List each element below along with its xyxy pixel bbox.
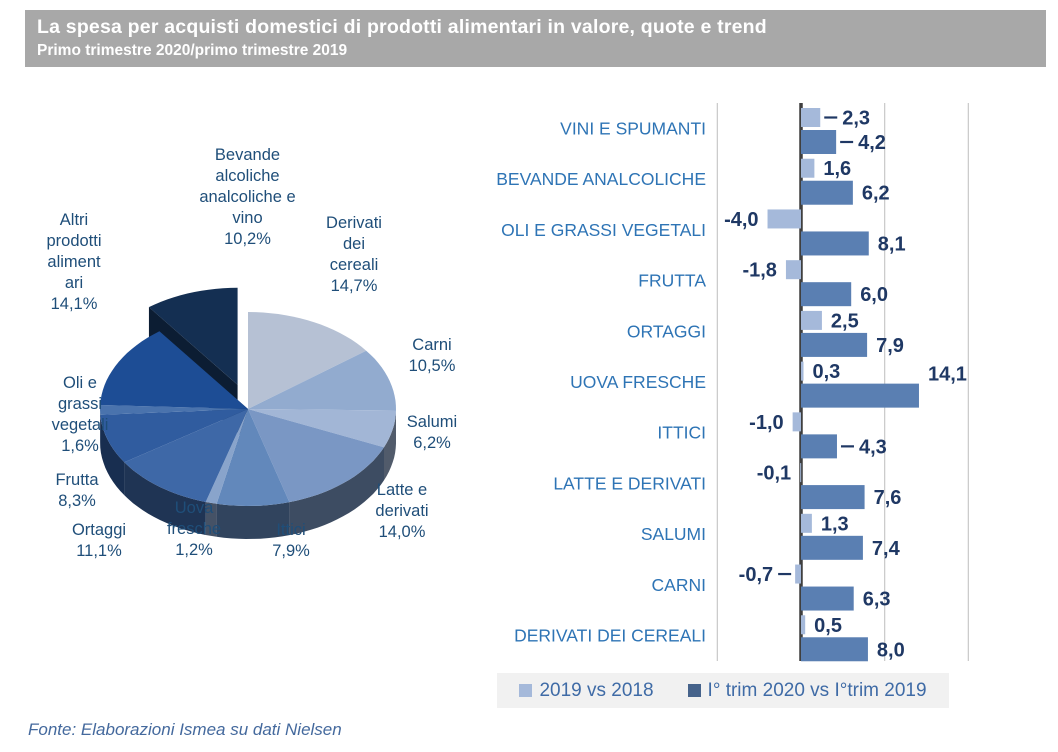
value-label-light-vini-e-spumanti: 2,3 [842,107,871,130]
value-label-dark-ittici: 4,3 [858,436,887,459]
category-label-latte-e-derivati: LATTE E DERIVATI [553,473,706,494]
bar-light-frutta [786,260,801,279]
category-label-ortaggi: ORTAGGI [626,321,706,342]
bar-chart [490,95,1058,685]
bar-light-uova-fresche [801,362,804,381]
bar-dark-derivati-dei-cereali [801,637,868,661]
value-label-dark-frutta: 6,0 [860,284,889,307]
pie-label-ittici: Ittici 7,9% [272,521,310,560]
pie-label-ortaggi: Ortaggi 11,1% [71,521,127,560]
category-label-ittici: ITTICI [657,422,706,443]
category-label-derivati-dei-cereali: DERIVATI DEI CEREALI [514,625,706,646]
pie-label-latte-e-derivati: Latte e derivati 14,0% [375,481,429,541]
legend-label-trim-2020-vs-2019: I° trim 2020 vs I°trim 2019 [707,679,927,701]
bar-light-latte-e-derivati [800,463,801,482]
bar-light-salumi [801,514,812,533]
bar-dark-salumi [801,536,863,560]
value-label-light-frutta: -1,8 [742,259,777,282]
page-title: La spesa per acquisti domestici di prodotti alimentari in valore, quote e trend [37,16,767,38]
bar-light-bevande-analcoliche [801,159,814,178]
bar-light-carni [795,565,801,584]
bar-dark-ortaggi [801,333,867,357]
value-label-light-ortaggi: 2,5 [830,310,859,333]
pie-label-uova-fresche: Uova fresche 1,2% [166,499,222,559]
value-label-dark-bevande-analcoliche: 6,2 [861,182,890,205]
value-label-dark-uova-fresche: 14,1 [927,363,967,386]
pie-label-derivati-dei-cereali: Derivati dei cereali 14,7% [326,214,382,295]
source-note: Fonte: Elaborazioni Ismea su dati Nielsen [28,720,342,739]
value-label-dark-salumi: 7,4 [871,537,900,560]
pie-label-bevande-alcoliche-analcoliche-e-vino: Bevande alcoliche analcoliche e vino 10,2% [199,146,296,248]
value-label-dark-ortaggi: 7,9 [876,334,904,357]
value-label-light-latte-e-derivati: -0,1 [756,462,792,485]
category-label-frutta: FRUTTA [638,270,706,291]
legend-label-2019-vs-2018: 2019 vs 2018 [539,679,654,701]
bar-chart-svg [490,95,1058,685]
value-label-dark-carni: 6,3 [862,588,891,611]
value-label-light-ittici: -1,0 [749,411,784,434]
category-label-carni: CARNI [651,574,706,595]
pie-label-oli-e-grassi-vegetali: Oli e grassi vegetali 1,6% [51,374,109,455]
value-label-light-bevande-analcoliche: 1,6 [823,158,852,181]
category-label-bevande-analcoliche: BEVANDE ANALCOLICHE [496,169,706,190]
legend-swatch-light [519,684,532,697]
bar-dark-carni [801,587,854,611]
category-label-oli-e-grassi-vegetali: OLI E GRASSI VEGETALI [501,219,706,240]
pie-label-carni: Carni 10,5% [408,336,456,375]
bar-dark-uova-fresche [801,384,919,408]
bar-light-ittici [793,412,801,431]
value-label-dark-latte-e-derivati: 7,6 [873,487,902,510]
pie-label-frutta: Frutta 8,3% [55,471,99,510]
legend-item-2019-vs-2018 [519,680,653,702]
value-label-dark-vini-e-spumanti: 4,2 [858,132,886,154]
bar-light-vini-e-spumanti [801,108,820,127]
legend-swatch-dark [688,684,701,697]
bar-dark-oli-e-grassi-vegetali [801,231,869,255]
bar-light-derivati-dei-cereali [801,615,805,634]
value-label-light-salumi: 1,3 [820,513,849,536]
category-label-vini-e-spumanti: VINI E SPUMANTI [560,118,706,139]
value-label-light-uova-fresche: 0,3 [812,361,841,384]
value-label-light-derivati-dei-cereali: 0,5 [814,614,842,637]
header-banner [25,10,1046,67]
value-label-dark-oli-e-grassi-vegetali: 8,1 [877,233,906,256]
bar-light-ortaggi [801,311,822,330]
pie-chart [10,95,500,670]
legend-item-trim-2020-vs-2019 [688,680,927,702]
category-label-salumi: SALUMI [640,524,706,545]
pie-label-altri-prodotti-alimentari: Altri prodotti aliment ari 14,1% [46,211,102,313]
value-label-light-oli-e-grassi-vegetali: -4,0 [724,208,759,231]
bar-dark-bevande-analcoliche [801,181,853,205]
bar-dark-latte-e-derivati [801,485,865,509]
value-label-light-carni: -0,7 [738,564,774,587]
value-label-dark-derivati-dei-cereali: 8,0 [876,639,905,662]
bar-dark-frutta [801,282,851,306]
bar-light-oli-e-grassi-vegetali [768,209,801,228]
page-subtitle: Primo trimestre 2020/primo trimestre 2019 [37,42,348,59]
bar-dark-vini-e-spumanti [801,130,836,154]
bar-dark-ittici [801,434,837,458]
pie-label-salumi: Salumi 6,2% [406,413,458,452]
category-label-uova-fresche: UOVA FRESCHE [570,372,706,392]
legend [497,673,949,708]
